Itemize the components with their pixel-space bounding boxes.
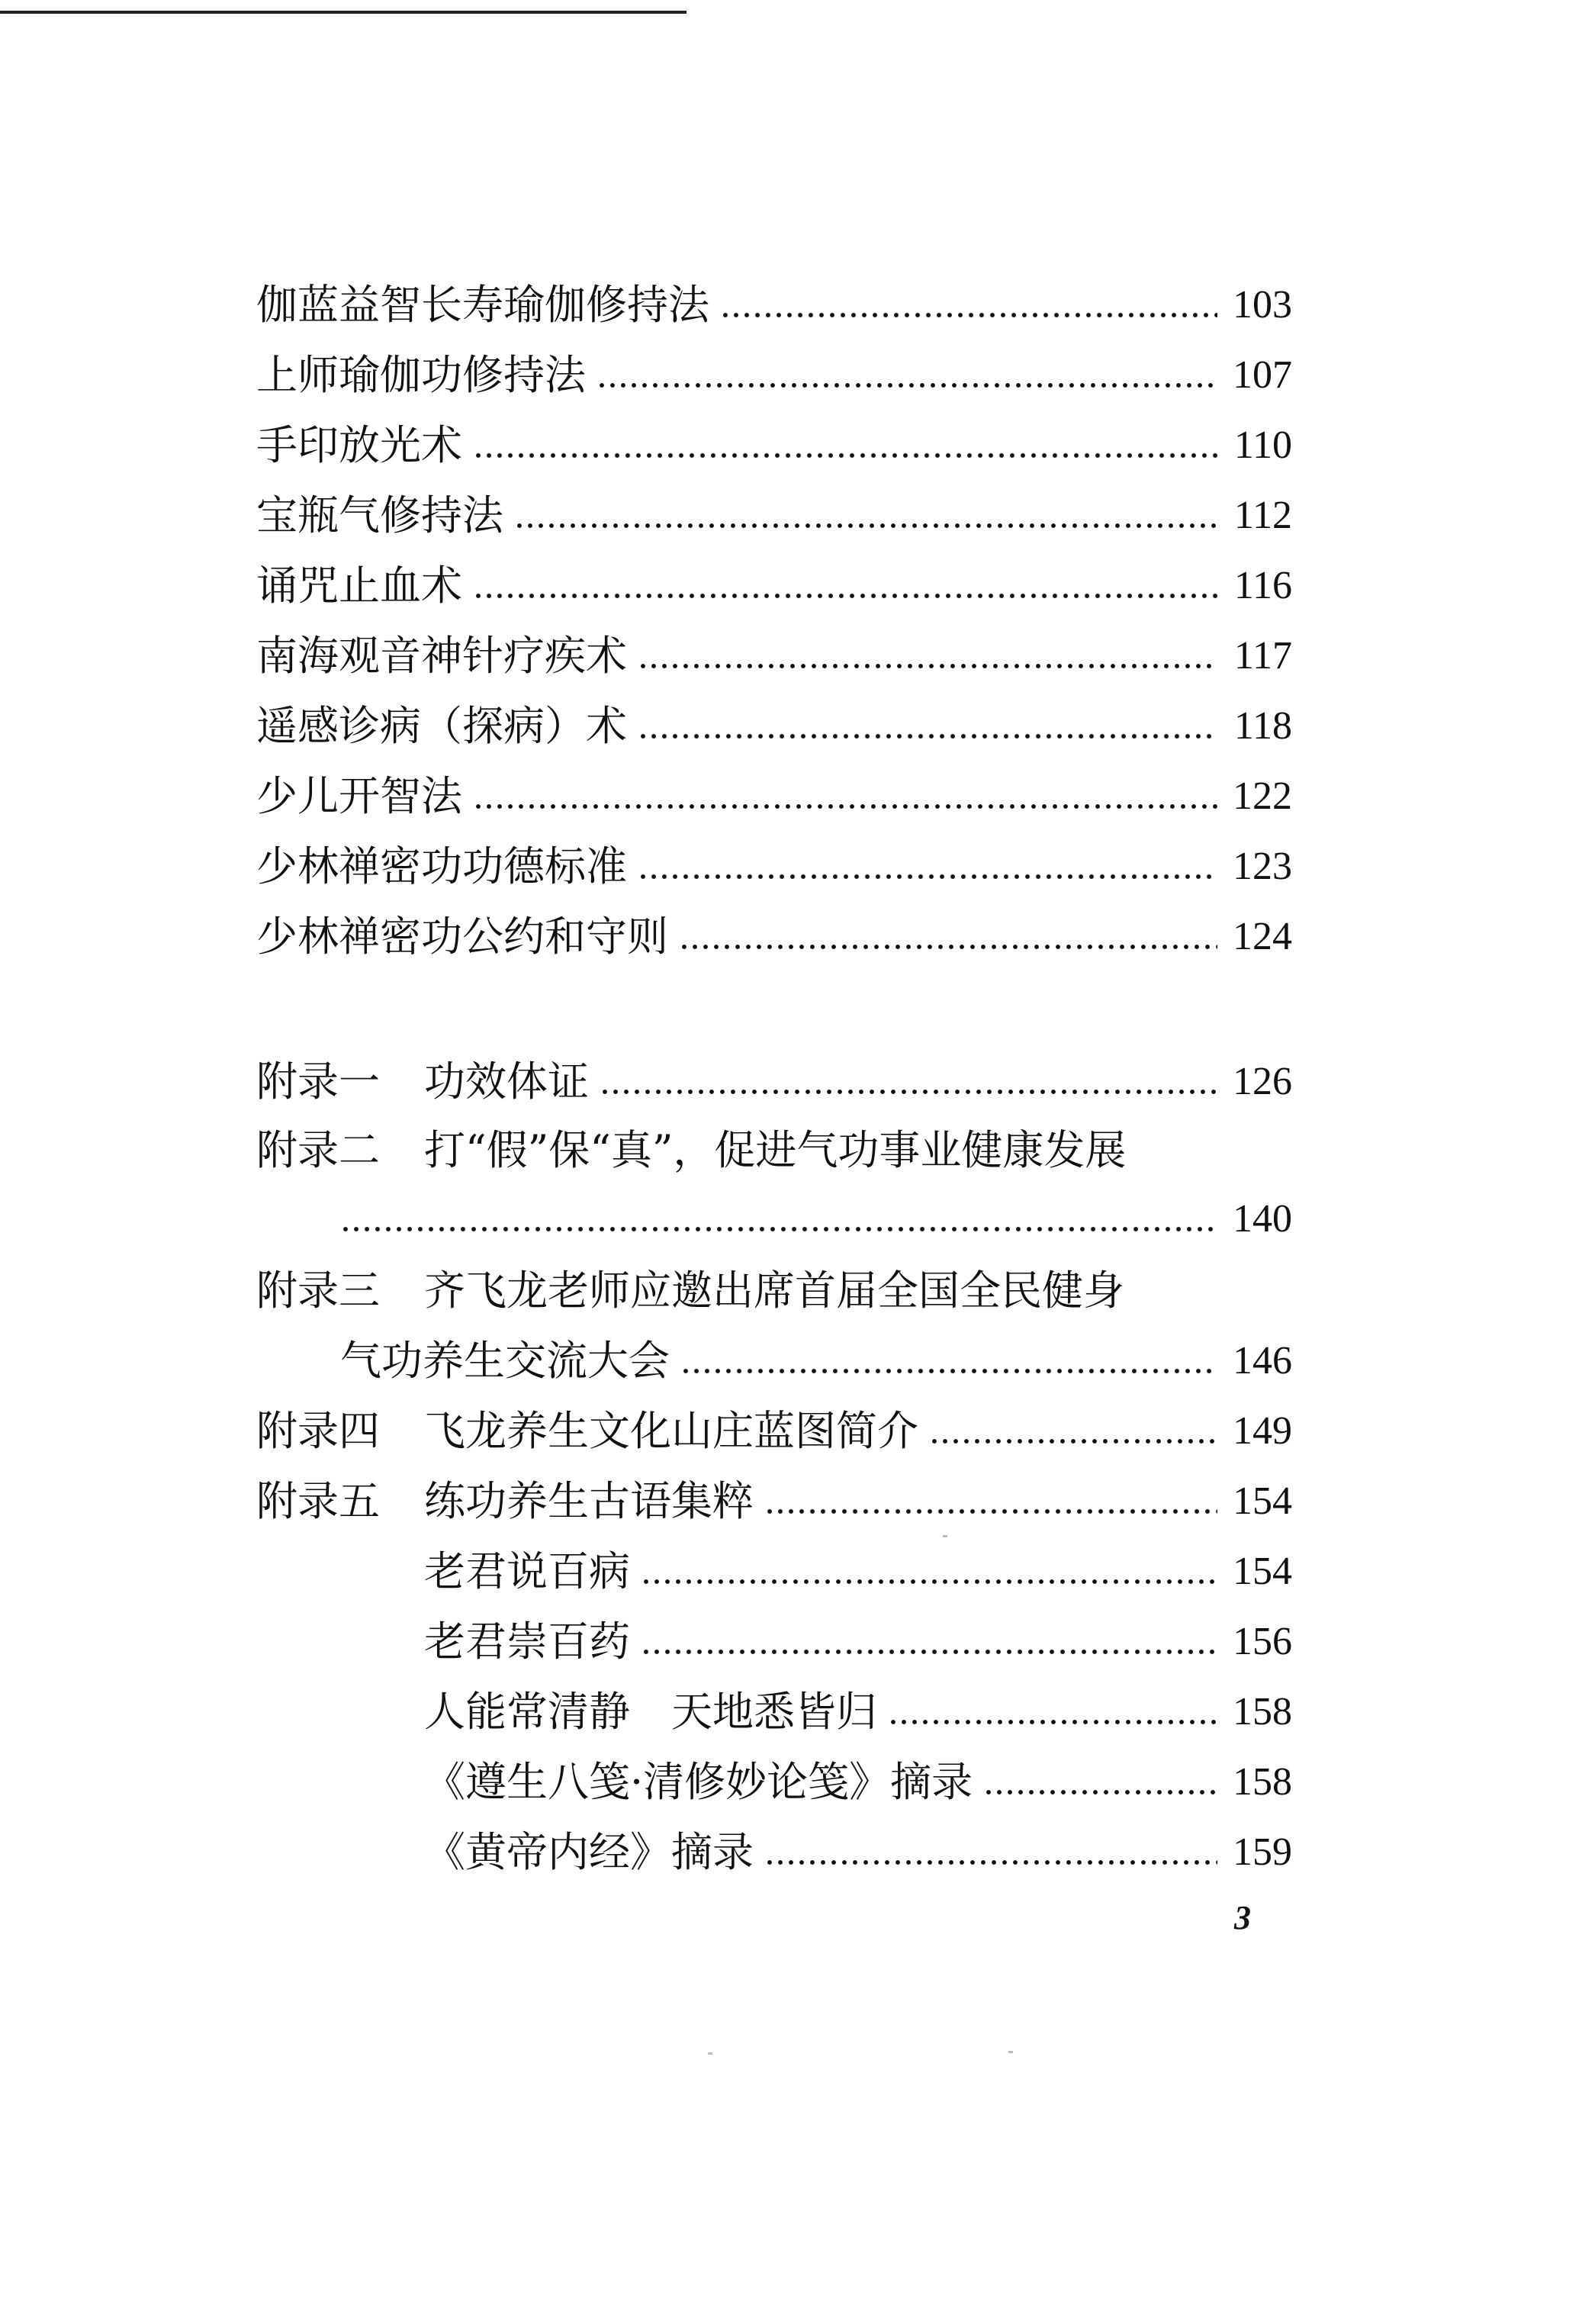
sub-entry-page: 154 [1233, 1550, 1292, 1593]
appendix-entry-continuation [340, 1189, 1292, 1250]
toc-entry-title: 伽蓝益智长寿瑜伽修持法 [256, 281, 709, 329]
appendix-entry [424, 1471, 1292, 1532]
sub-entry-page: 156 [1233, 1620, 1292, 1663]
dot-leader [638, 662, 1217, 670]
sub-entry-title: 人能常清静 天地悉皆归 [424, 1688, 877, 1736]
appendix-title: 练功养生古语集粹 [424, 1477, 754, 1525]
toc-entry [256, 555, 1292, 616]
dot-leader [638, 873, 1217, 880]
sub-entry [424, 1611, 1292, 1672]
toc-entry [256, 345, 1292, 406]
toc-entry-page: 110 [1233, 423, 1292, 467]
sub-entry-title: 《遵生八笺·清修妙论笺》摘录 [424, 1758, 973, 1806]
dot-leader [764, 1508, 1217, 1515]
toc-entry-page: 107 [1233, 353, 1292, 397]
appendix-entry [424, 1401, 1292, 1462]
appendix-entry-continuation [340, 1331, 1292, 1392]
sub-entry-page: 159 [1233, 1830, 1292, 1874]
toc-entry-page: 122 [1233, 774, 1292, 818]
toc-entry-page: 124 [1233, 915, 1292, 958]
toc-entry [256, 906, 1292, 967]
toc-entry-title: 上师瑜伽功修持法 [256, 351, 586, 399]
sub-entry-title: 老君崇百药 [424, 1617, 630, 1666]
dot-leader [679, 943, 1217, 951]
dot-leader [641, 1578, 1217, 1585]
appendix-entry [424, 1051, 1292, 1112]
toc-entry-title: 诵咒止血术 [256, 562, 462, 610]
toc-entry-page: 123 [1233, 845, 1292, 888]
scan-speck [943, 1535, 947, 1537]
dot-leader [473, 452, 1217, 459]
toc-entry-title: 宝瓶气修持法 [256, 491, 503, 539]
sub-entry-title: 《黄帝内经》摘录 [424, 1828, 754, 1876]
toc-entry-page: 118 [1233, 704, 1292, 748]
appendix-title: 飞龙养生文化山庄蓝图简介 [424, 1407, 918, 1455]
toc-entry [256, 485, 1292, 546]
appendix-title-line2: 气功养生交流大会 [340, 1337, 670, 1385]
appendix-prefix: 附录五 [256, 1477, 380, 1525]
dot-leader [638, 732, 1217, 740]
dot-leader [983, 1788, 1217, 1796]
appendix-prefix: 附录三 [256, 1267, 380, 1315]
dot-leader [473, 803, 1217, 810]
toc-entry [256, 626, 1292, 687]
dot-leader [764, 1859, 1217, 1866]
toc-entry-title: 少林禅密功功德标准 [256, 842, 627, 890]
sub-entry [424, 1541, 1292, 1602]
appendix-page: 154 [1233, 1479, 1292, 1523]
appendix-prefix: 附录一 [256, 1057, 380, 1106]
toc-entry-title: 遥感诊病（探病）术 [256, 702, 627, 750]
dot-leader [888, 1718, 1217, 1726]
sub-entry-page: 158 [1233, 1760, 1292, 1804]
toc-entry [256, 836, 1292, 897]
appendix-prefix: 附录四 [256, 1407, 380, 1455]
toc-entry-page: 103 [1233, 283, 1292, 327]
toc-entry-title: 手印放光术 [256, 421, 462, 469]
dot-leader [929, 1437, 1217, 1445]
dot-leader [720, 311, 1217, 319]
sub-entry-page: 158 [1233, 1690, 1292, 1733]
toc-entry-page: 112 [1233, 494, 1292, 537]
appendix-title-line1: 齐飞龙老师应邀出席首届全国全民健身 [424, 1267, 1124, 1315]
appendix-page: 149 [1233, 1409, 1292, 1453]
toc-entry [256, 766, 1292, 827]
toc-entry [256, 275, 1292, 336]
dot-leader [473, 592, 1217, 600]
toc-entry-title: 南海观音神针疗疾术 [256, 632, 627, 680]
toc-entry-title: 少儿开智法 [256, 772, 462, 820]
dot-leader [340, 1225, 1217, 1233]
page-number: 3 [1234, 1899, 1251, 1936]
dot-leader [514, 522, 1217, 529]
sub-entry [424, 1752, 1292, 1813]
appendix-page: 126 [1233, 1060, 1292, 1103]
dot-leader [641, 1648, 1217, 1656]
appendix-prefix: 附录二 [256, 1126, 380, 1174]
appendix-title: 功效体证 [424, 1057, 589, 1106]
appendix-page: 140 [1233, 1197, 1292, 1241]
dot-leader [680, 1367, 1217, 1375]
sub-entry [424, 1822, 1292, 1883]
appendix-page: 146 [1233, 1339, 1292, 1382]
toc-entry-page: 117 [1233, 634, 1292, 678]
toc-entry-page: 116 [1233, 564, 1292, 607]
sub-entry [424, 1682, 1292, 1743]
scan-speck [1008, 2051, 1013, 2053]
toc-entry [256, 415, 1292, 476]
dot-leader [596, 381, 1217, 389]
toc-entry [256, 696, 1292, 757]
dot-leader [600, 1088, 1217, 1096]
appendix-title: 打“假”保“真”，促进气功事业健康发展 [424, 1126, 1127, 1174]
toc-entry-title: 少林禅密功公约和守则 [256, 913, 668, 961]
sub-entry-title: 老君说百病 [424, 1547, 630, 1595]
scan-speck [708, 2052, 712, 2055]
